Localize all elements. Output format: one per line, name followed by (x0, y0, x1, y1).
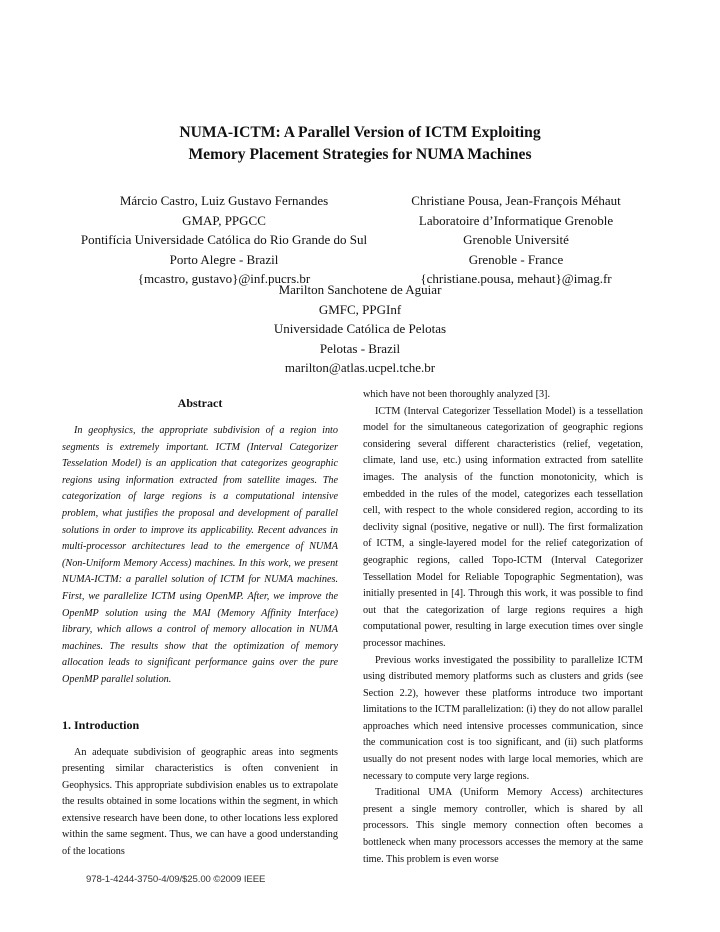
author-names: Christiane Pousa, Jean-François Méhaut (411, 193, 621, 208)
author-email: marilton@atlas.ucpel.tche.br (284, 360, 436, 375)
author-institution: Pontifícia Universidade Católica do Rio Grande do Sul (80, 232, 368, 247)
author-names: Marilton Sanchotene de Aguiar (278, 282, 442, 297)
author-group: Laboratoire d’Informatique Grenoble (418, 212, 614, 228)
paper-title (0, 122, 720, 166)
author-group: GMFC, PPGInf (318, 301, 402, 317)
uma-paragraph: Traditional UMA (Uniform Memory Access) architectures present a single memory controller, which is shared by all processors. This single memory connection often becomes a bottleneck when many processors accesses the memory at the same time. This problem is even worse (363, 787, 643, 865)
left-column (62, 395, 338, 861)
author-names: Márcio Castro, Luiz Gustavo Fernandes (119, 193, 329, 208)
author-block-1 (54, 191, 394, 289)
author-block-2 (370, 191, 662, 289)
author-email: {christiane.pousa, mehaut}@imag.fr (420, 271, 612, 286)
author-location: Pelotas - Brazil (319, 340, 401, 356)
author-institution: Universidade Católica de Pelotas (273, 321, 447, 336)
author-location: Porto Alegre - Brazil (169, 251, 279, 267)
author-institution: Grenoble Université (463, 232, 569, 247)
title-line-1: NUMA-ICTM: A Parallel Version of ICTM Exploiting (179, 124, 541, 141)
right-column (363, 387, 643, 868)
author-group: GMAP, PPGCC (182, 212, 266, 228)
previous-works-paragraph: Previous works investigated the possibility to parallelize ICTM using distributed memory platforms such as clusters and grids (see Section 2.2), however these platforms introduce two important limitations to the ICTM parallelization: (i) they do not allow parallel approaches which need intensive processes communication, since the communication cost is too significant, and (ii) such platforms usually do not present nodes with large local memories, which are necessary to compute very large regions. (363, 654, 643, 782)
copyright-footer: 978-1-4244-3750-4/09/$25.00 ©2009 IEEE (86, 874, 266, 885)
continued-paragraph: which have not been thoroughly analyzed [3]. (363, 389, 550, 400)
title-line-2: Memory Placement Strategies for NUMA Machines (188, 146, 532, 163)
introduction-heading: 1. Introduction (62, 717, 140, 732)
abstract-heading: Abstract (177, 396, 223, 410)
abstract-text: In geophysics, the appropriate subdivision of a region into segments is extremely important. ICTM (Interval Categorizer Tesselation Model) is an application that categorizes geographic regions using information extracted from satellite images. The categorization of large regions is a computational intensive problem, what justifies the proposal and development of parallel solutions in order to improve its applicability. Recent advances in multi-processor architectures lead to the emergence of NUMA (Non-Uniform Memory Access) machines. In this work, we present NUMA-ICTM: a parallel solution of ICTM for NUMA machines. First, we parallelize ICTM using OpenMP. After, we improve the OpenMP solution using the MAI (Memory Affinity Interface) library, which allows a control of memory allocation in NUMA machines. The results show that the optimization of memory allocation leads to significant performance gains over the pure OpenMP parallel solution. (62, 425, 338, 685)
introduction-paragraph: An adequate subdivision of geographic areas into segments presenting similar characteristics is often convenient in Geophysics. This appropriate subdivision enables us to extrapolate the results obtained in some locations within the segment, in which extensive research have been done, to other locations less explored within the same segment. Thus, we can have a good understanding of the locations (62, 746, 338, 858)
ictm-paragraph: ICTM (Interval Categorizer Tessellation Model) is a tessellation model for the simultaneous categorization of geographic regions considering several different characteristics (relief, vegetation, climate, land use, etc.) using information extracted from satellite images. The analysis of the function monotonicity, which is embedded in the rules of the model, categorizes each tessellation cell, with respect to the whole considered region, according to its declivity signal (positive, negative or null). The first formalization of ICTM, a single-layered model for the relief categorization of geographic regions, called Topo-ICTM (Interval Categorizer Tessellation Model for Reliable Topographic Segmentation), was initially presented in [4]. Through this work, it was possible to find out that the categorization of large regions requires a high computational power, resulting in large execution times over single processor machines. (363, 405, 643, 649)
author-location: Grenoble - France (468, 251, 564, 267)
author-email: {mcastro, gustavo}@inf.pucrs.br (137, 271, 311, 286)
author-block-3 (210, 280, 510, 378)
